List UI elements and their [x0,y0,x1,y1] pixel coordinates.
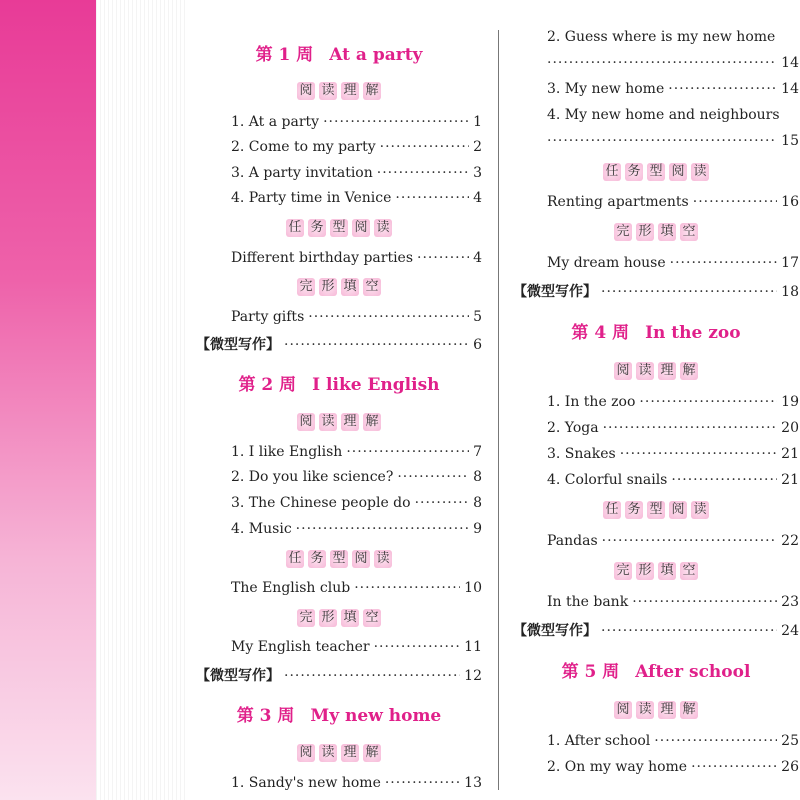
week-2-heading: 第 2 周 I like English [238,375,440,395]
category-cloze: 完 形 填 空 [196,609,482,627]
category-task-reading: 任 务 型 阅 读 [196,219,482,237]
category-cloze: 完 形 填 空 [513,223,799,241]
toc-entry-writing[interactable]: 【微型写作】 ····· 24 [513,620,799,640]
toc-entry-line2[interactable]: ····· 15 [547,133,799,149]
toc-entry[interactable]: 2. Do you like science? ····· 8 [231,469,482,485]
week-5-heading: 第 5 周 After school [561,662,751,682]
toc-entry[interactable]: My English teacher ····· 11 [231,639,482,655]
category-reading-comprehension: 阅 读 理 解 [513,362,799,380]
toc-entry[interactable]: Party gifts ····· 5 [231,309,482,325]
category-reading-comprehension: 阅 读 理 解 [196,744,482,762]
toc-entry[interactable]: My dream house ····· 17 [547,255,799,271]
toc-entry-writing[interactable]: 【微型写作】 ····· 18 [513,281,799,301]
toc-entry-writing[interactable]: 【微型写作】 ····· 6 [196,334,482,354]
toc-entry-writing[interactable]: 【微型写作】 ····· 12 [196,665,482,685]
toc-entry[interactable]: 1. In the zoo ····· 19 [547,394,799,410]
toc-entry[interactable]: The English club ····· 10 [231,580,482,596]
toc-entry[interactable]: 3. Snakes ····· 21 [547,446,799,462]
toc-entry[interactable]: 3. My new home ····· 14 [547,81,799,97]
toc-entry[interactable]: 4. Colorful snails ····· 21 [547,472,799,488]
page-edge-texture [96,0,186,800]
category-task-reading: 任 务 型 阅 读 [513,163,799,181]
toc-entry[interactable]: 4. Music ····· 9 [231,521,482,537]
toc-entry[interactable]: Renting apartments ····· 16 [547,194,799,210]
toc-entry-line2[interactable]: ····· 14 [547,55,799,71]
toc-entry[interactable]: 1. Sandy's new home ····· 13 [231,775,482,791]
category-cloze: 完 形 填 空 [196,278,482,296]
toc-entry[interactable]: 1. I like English ····· 7 [231,444,482,460]
category-task-reading: 任 务 型 阅 读 [513,501,799,519]
category-reading-comprehension: 阅 读 理 解 [196,82,482,100]
category-task-reading: 任 务 型 阅 读 [196,550,482,568]
toc-entry[interactable]: 1. At a party ····· 1 [231,114,482,130]
toc-entry[interactable]: Different birthday parties ····· 4 [231,250,482,266]
toc-entry[interactable]: 2. Yoga ····· 20 [547,420,799,436]
toc-entry[interactable]: 1. After school ····· 25 [547,733,799,749]
toc-entry-line1[interactable]: 4. My new home and neighbours [547,107,780,123]
week-1-heading: 第 1 周 At a party [255,45,423,65]
pink-side-band [0,0,96,800]
toc-entry[interactable]: In the bank ····· 23 [547,594,799,610]
category-cloze: 完 形 填 空 [513,562,799,580]
toc-entry[interactable]: 2. On my way home ····· 26 [547,759,799,775]
category-reading-comprehension: 阅 读 理 解 [513,701,799,719]
toc-entry-line1[interactable]: 2. Guess where is my new home [547,29,776,45]
column-divider [498,30,499,790]
category-reading-comprehension: 阅 读 理 解 [196,413,482,431]
toc-entry[interactable]: 4. Party time in Venice ····· 4 [231,190,482,206]
toc-entry[interactable]: 3. The Chinese people do ····· 8 [231,495,482,511]
week-3-heading: 第 3 周 My new home [236,706,442,726]
toc-entry[interactable]: 3. A party invitation ····· 3 [231,165,482,181]
week-4-heading: 第 4 周 In the zoo [571,323,741,343]
toc-entry[interactable]: 2. Come to my party ····· 2 [231,139,482,155]
toc-entry[interactable]: Pandas ····· 22 [547,533,799,549]
